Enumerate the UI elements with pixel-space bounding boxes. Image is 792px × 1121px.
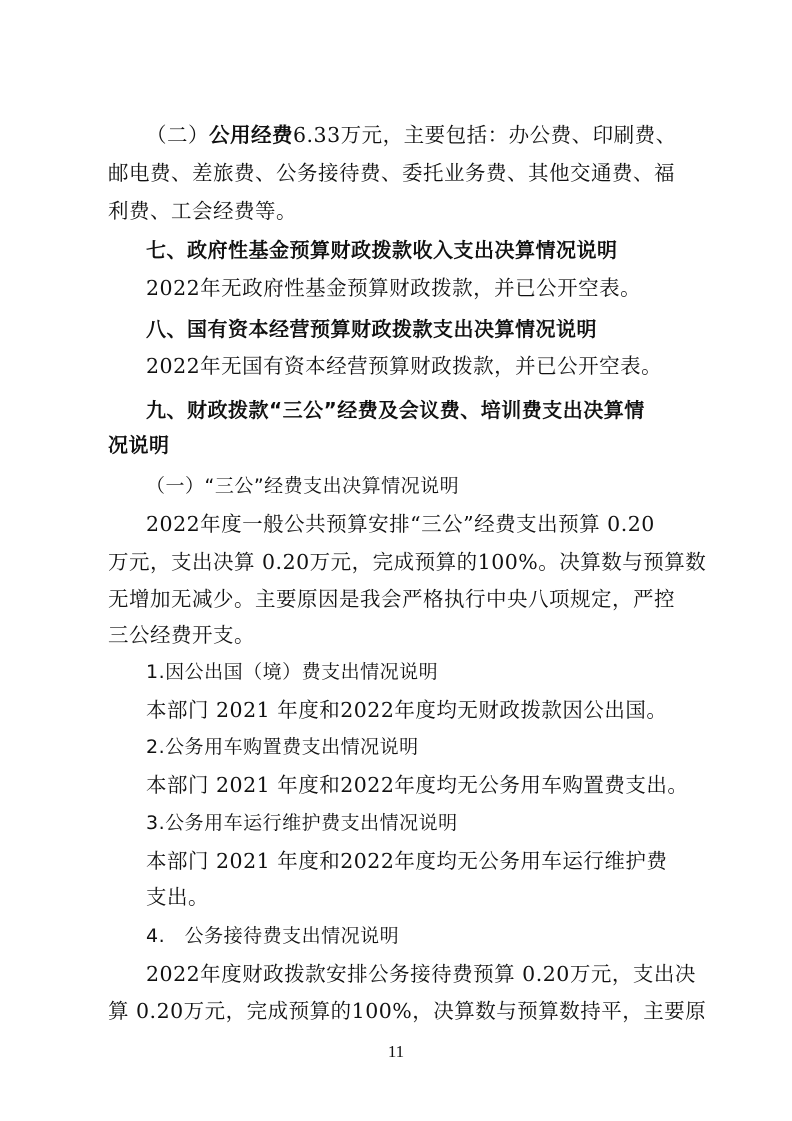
item-1-body: 本部门 2021 年度和2022年度均无财政拨款因公出国。 xyxy=(146,698,668,722)
three-public-paragraph-line-4: 三公经费开支。 xyxy=(108,623,255,647)
public-expenses-line1-rest: 6.33万元，主要包括：办公费、印刷费、 xyxy=(293,123,677,147)
section-8-heading: 八、国有资本经营预算财政拨款支出决算情况说明 xyxy=(146,317,597,341)
item-3-body-line-2: 支出。 xyxy=(146,885,209,909)
three-public-paragraph-line-2: 万元，支出决算 0.20万元，完成预算的100%。决算数与预算数 xyxy=(108,550,707,574)
public-expenses-line-2: 邮电费、差旅费、公务接待费、委托业务费、其他交通费、福 xyxy=(108,161,675,185)
three-public-paragraph-line-1: 2022年度一般公共预算安排“三公”经费支出预算 0.20 xyxy=(146,512,655,536)
item-1-title: 1.因公出国（境）费支出情况说明 xyxy=(146,661,439,683)
item-4-body-line-2: 算 0.20万元，完成预算的100%，决算数与预算数持平，主要原 xyxy=(108,999,707,1023)
public-expenses-label: 公用经费 xyxy=(209,123,293,147)
three-public-subheading: （一）“三公”经费支出决算情况说明 xyxy=(146,475,460,497)
section-9-heading-line-1: 九、财政拨款“三公”经费及会议费、培训费支出决算情 xyxy=(146,398,645,422)
item-3-title: 3.公务用车运行维护费支出情况说明 xyxy=(146,812,458,834)
public-expenses-line-1 xyxy=(146,121,677,149)
item-3-body-line-1: 本部门 2021 年度和2022年度均无公务用车运行维护费 xyxy=(146,849,668,873)
section-9-heading-line-2: 况说明 xyxy=(108,433,170,457)
section-8-body: 2022年无国有资本经营预算财政拨款，并已公开空表。 xyxy=(146,354,663,378)
three-public-paragraph-line-3: 无增加无减少。主要原因是我会严格执行中央八项规定，严控 xyxy=(108,587,675,611)
item-2-title: 2.公务用车购置费支出情况说明 xyxy=(146,736,419,758)
item-4-body-line-1: 2022年度财政拨款安排公务接待费预算 0.20万元，支出决 xyxy=(146,962,696,986)
item-2-body: 本部门 2021 年度和2022年度均无公务用车购置费支出。 xyxy=(146,773,689,797)
section-7-body: 2022年无政府性基金预算财政拨款，并已公开空表。 xyxy=(146,276,642,300)
public-expenses-prefix: （二） xyxy=(146,123,209,147)
item-4-title: 4. 公务接待费支出情况说明 xyxy=(146,925,400,947)
section-7-heading: 七、政府性基金预算财政拨款收入支出决算情况说明 xyxy=(146,238,618,262)
page-number: 11 xyxy=(387,1042,405,1061)
public-expenses-line-3: 利费、工会经费等。 xyxy=(108,199,297,223)
